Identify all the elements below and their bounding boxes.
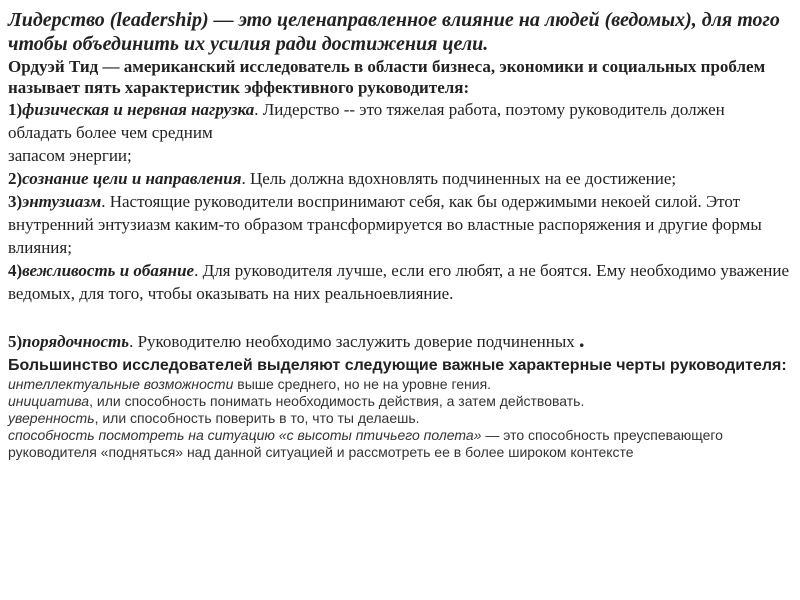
trait-text: — это способность преуспевающего руководителя «подняться» над данной ситуацией и рассмотреть ее в более широком контексте [8,427,723,460]
trait-text: , или способность понимать необходимость действия, а затем действовать. [89,393,585,409]
item-number: 3) [8,192,23,211]
item-number: 5) [8,332,23,351]
trait-item-4 [8,427,792,461]
item-term: сознание цели и направления [22,169,242,188]
slide-title: Лидерство (leadership) — это целенаправленное влияние на людей (ведомых), для того чтобы объединить их усилия ради достижения цели. [8,9,780,55]
item-term: вежливость и обаяние [22,261,195,280]
item-number: 2) [8,169,23,188]
item-term: энтузиазм [22,192,102,211]
item-number: 1) [8,100,23,119]
item-text: . Для руководителя лучше, если его любят, а не боятся. Ему необходимо уважение ведомых, для того, чтобы оказывать на них реальноевлияние. [8,261,789,303]
trait-item-2 [8,393,792,410]
characteristic-item-5 [8,328,792,353]
traits-heading: Большинство исследователей выделяют следующие важные характерные черты руководителя: [8,357,787,374]
trait-term: уверенность [8,410,95,426]
item-text: . Цель должна вдохновлять подчиненных на ее достижение; [241,169,677,188]
spacer [8,305,792,328]
item-term: физическая и нервная нагрузка [22,100,255,119]
end-mark: . [579,327,585,352]
trait-term: инициатива [8,393,90,409]
trait-term: способность посмотреть на ситуацию «с высоты птичьего полета» [8,427,482,443]
characteristic-item-1 [8,98,792,167]
slide-content [8,8,792,461]
trait-text: , или способность поверить в то, что ты делаешь. [94,410,420,426]
characteristic-item-4 [8,259,792,305]
characteristic-item-2 [8,167,792,190]
item-text-continued: запасом энергии; [8,146,132,165]
item-term: порядочность [22,332,130,351]
item-text: . Лидерство -- это тяжелая работа, поэтому руководитель должен обладать более чем средним [8,100,725,142]
trait-text: выше среднего, но не на уровне гения. [233,376,492,392]
trait-term: интеллектуальные возможности [8,376,234,392]
characteristic-item-3 [8,190,792,259]
item-text: . Настоящие руководители воспринимают себя, как бы одержимыми некоей силой. Этот внутренний энтузиазм каким-то образом трансформируется во властные распоряжения и другие формы влияния; [8,192,762,257]
trait-item-1 [8,376,792,393]
item-text: . Руководителю необходимо заслужить доверие подчиненных [129,332,575,351]
intro-text: Ордуэй Тид — американский исследователь в области бизнеса, экономики и социальных проблем называет пять характеристик эффективного руководителя: [8,57,766,97]
item-number: 4) [8,261,23,280]
trait-item-3 [8,410,792,427]
